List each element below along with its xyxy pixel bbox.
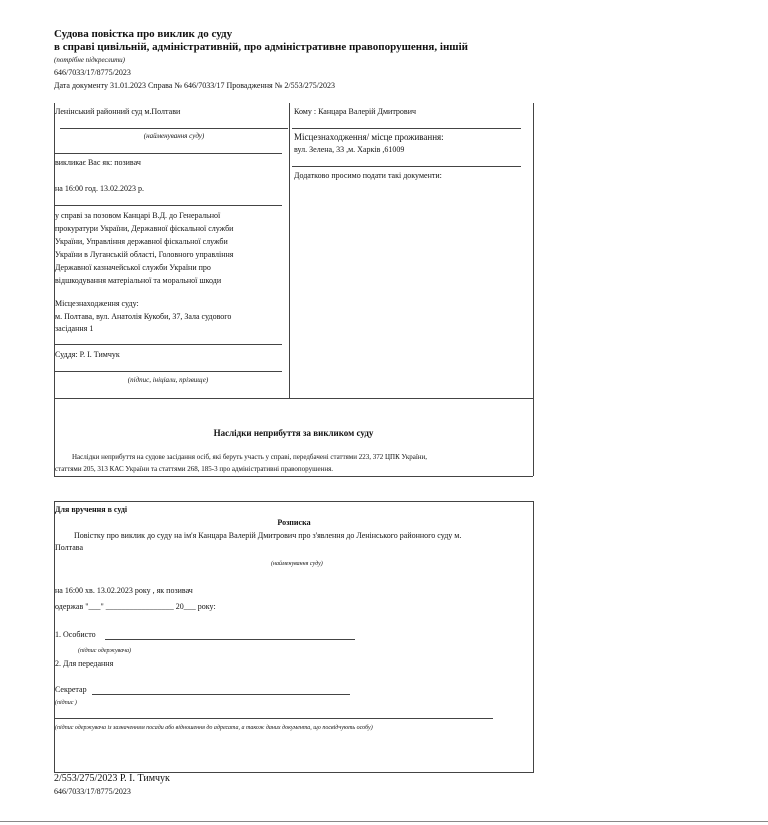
bottom-border: [54, 476, 533, 477]
document-line: Дата документу 31.01.2023 Справа № 646/7033/17 Провадження № 2/553/275/2023: [54, 81, 336, 90]
court-location-label: Місцезнаходження суду:: [55, 299, 139, 308]
receipt-time: на 16:00 хв. 13.02.2023 року , як позивач: [55, 586, 193, 595]
right-border: [533, 103, 534, 476]
time-underline: [54, 205, 282, 206]
addressee-underline: [292, 128, 521, 129]
court-caption: (найменування суду): [143, 132, 205, 140]
column-divider: [289, 103, 290, 398]
case-line: прокуратури України, Державної фіскальної служби: [55, 224, 234, 233]
case-line: України, Управління державної фіскальної служби: [55, 237, 228, 246]
hearing-time: на 16:00 год. 13.02.2023 р.: [55, 184, 144, 193]
location-line: засідання 1: [55, 324, 94, 333]
section-divider: [54, 398, 533, 399]
court-underline-2: [54, 153, 282, 154]
personally-label: 1. Особисто: [55, 630, 96, 639]
case-line: України в Луганській області, Головного управління: [55, 250, 234, 259]
recipient-details-line: [55, 718, 493, 719]
court-name: Ленінський районний суд м.Полтави: [55, 107, 181, 116]
court-location: [55, 311, 287, 335]
summons-title: Судова повістка про виклик до суду: [54, 28, 233, 40]
case-description: [55, 209, 287, 287]
consequences-title: Наслідки неприбуття за викликом суду: [213, 428, 374, 438]
secretary-sign-caption: (підпис ): [55, 700, 77, 706]
judge-name: Суддя: Р. І. Тимчук: [55, 350, 120, 359]
judge-caption: (підпис, ініціали, прізвище): [127, 376, 209, 384]
residence-address: вул. Зелена, 33 ,м. Харків ,61009: [294, 145, 405, 154]
addressee: Кому : Канцара Валерій Дмитрович: [294, 107, 416, 116]
case-line: у справі за позовом Канцарі В.Д. до Генеральної: [55, 211, 221, 220]
consequences-text-1: Наслідки неприбуття на судове засідання осіб, які беруть участь у справі, передбачені статтями 223, 372 ЦПК України,: [72, 453, 428, 461]
page-bottom-rule: [0, 821, 768, 822]
summons-subtitle: в справі цивільній, адміністративній, про адміністративне правопорушення, іншій: [54, 41, 468, 53]
underline-note: (потрібне підкреслити): [54, 56, 126, 64]
additional-documents: Додатково просимо подати такі документи:: [294, 171, 442, 180]
footer-reference: 2/553/275/2023 Р. І. Тимчук: [54, 773, 170, 784]
received-date-line: одержав "___" _________________ 20___ року:: [55, 602, 216, 611]
residence-underline: [292, 166, 521, 167]
recipient-details-caption: (підпис одержувача із зазначенням посади або відношення до адресата, а також даних документа, що посвідчують особу): [55, 725, 373, 731]
receipt-text-2: Полтава: [55, 543, 84, 552]
case-number: 646/7033/17/8775/2023: [54, 68, 131, 77]
location-underline: [54, 344, 282, 345]
receipt-text-1: Повістку про виклик до суду на ім'я Канцара Валерій Дмитрович про з'явлення до Ленінського районного суду м.: [74, 531, 462, 540]
personally-signature-line: [105, 639, 355, 640]
transfer-label: 2. Для передання: [55, 659, 114, 668]
secretary-label: Секретар: [55, 685, 87, 694]
receipt-title: Розписка: [277, 518, 311, 527]
receipt-court-caption: (найменування суду): [271, 561, 323, 567]
secretary-signature-line: [92, 694, 350, 695]
consequences-text-2: статтями 205, 313 КАС України та статтями 268, 185-3 про адміністративні правопорушення.: [55, 465, 334, 473]
case-line: Державної казначейської служби України про: [55, 263, 211, 272]
court-underline: [60, 128, 288, 129]
location-line: м. Полтава, вул. Анатолія Кукоби, 37, Зала судового: [55, 312, 232, 321]
for-court-label: Для вручення в суді: [55, 505, 128, 514]
residence-label: Місцезнаходження/ місце проживання:: [294, 132, 444, 142]
case-line: відшкодування матеріальної та моральної шкоди: [55, 276, 222, 285]
footer-case-number: 646/7033/17/8775/2023: [54, 787, 131, 796]
summons-role: викликає Вас як: позивач: [55, 158, 141, 167]
recipient-sign-caption: (підпис одержувача): [78, 648, 131, 654]
judge-underline: [54, 371, 282, 372]
